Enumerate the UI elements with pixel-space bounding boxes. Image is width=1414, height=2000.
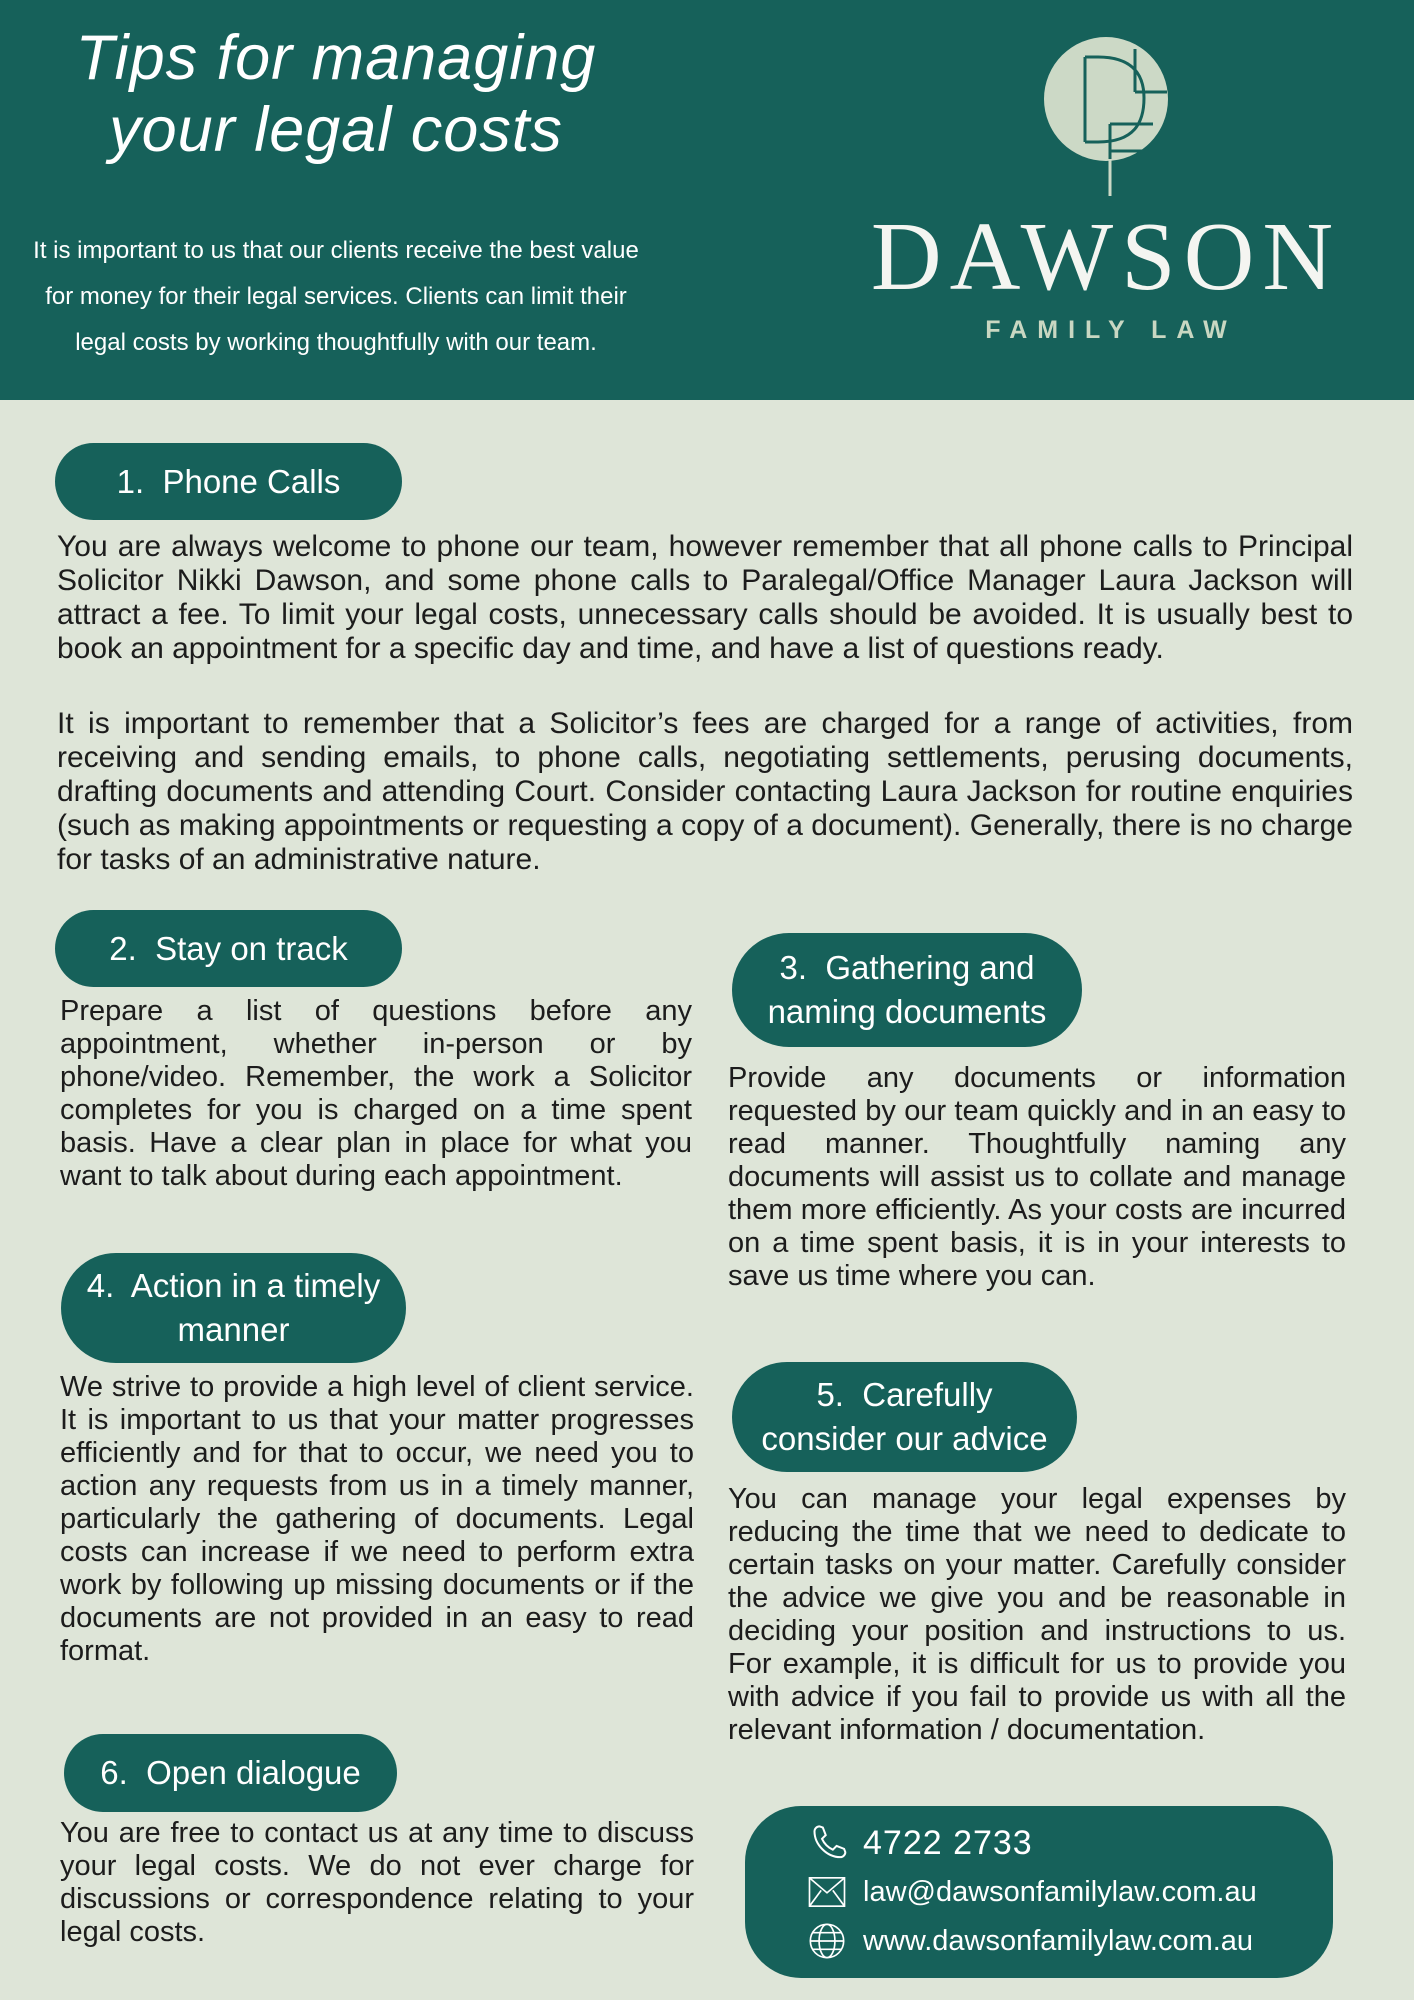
page-subtitle: [24, 228, 648, 366]
globe-icon: [807, 1921, 847, 1961]
phone-calls-paragraph-1: You are always welcome to phone our team, however remember that all phone calls to Principal Solicitor Nikki Dawson, and some phone calls to Paralegal/Office Manager Laura Jackson will attract a fee. To limit your legal costs, unnecessary calls should be avoided. It is usually best to book an appointment for a specific day and time, and have a list of questions ready.: [57, 530, 1353, 665]
header-banner: [0, 0, 1414, 400]
stay-on-track-paragraph: Prepare a list of questions before any appointment, whether in-person or by phone/video. Remember, the work a Solicitor completes for you is charged on a time spent basis. Have a clear plan in place for what you want to talk about during each appointment.: [60, 995, 692, 1192]
section-pill-label: 3. Gathering and: [779, 949, 1035, 986]
subtitle-line: for money for their legal services. Clients can limit their: [45, 283, 627, 310]
df-monogram-icon: [1040, 36, 1172, 202]
page-title: [28, 22, 644, 166]
phone-icon: [807, 1823, 847, 1863]
section-pill-label: 2. Stay on track: [109, 929, 348, 967]
contact-website-url: www.dawsonfamilylaw.com.au: [863, 1924, 1254, 1957]
open-dialogue-paragraph: You are free to contact us at any time to discuss your legal costs. We do not ever charge for discussions or correspondence relating to your legal costs.: [60, 1817, 694, 1948]
brand-tagline: FAMILY LAW: [985, 316, 1237, 344]
section-pill-stay-on-track: [55, 910, 402, 987]
subtitle-line: It is important to us that our clients receive the best value: [33, 237, 639, 264]
consider-advice-paragraph: You can manage your legal expenses by reducing the time that we need to dedicate to certain tasks on your matter. Carefully consider the advice we give you and be reasonable in deciding your position and instructions to us. For example, it is difficult for us to provide you with advice if you fail to provide us with all the relevant information / documentation.: [728, 1483, 1346, 1746]
page-title-line1: Tips for managing: [75, 23, 597, 93]
section-pill-gathering-documents: [732, 933, 1082, 1047]
subtitle-line: legal costs by working thoughtfully with our team.: [75, 329, 597, 356]
section-pill-label: 6. Open dialogue: [100, 1754, 361, 1791]
brand-logo: [845, 36, 1367, 343]
gathering-documents-paragraph: Provide any documents or information requested by our team quickly and in an easy to read manner. Thoughtfully naming any documents will assist us to collate and manage them more efficiently. As your costs are incurred on a time spent basis, it is in your interests to save us time where you can.: [728, 1062, 1346, 1292]
section-pill-label: consider our advice: [761, 1420, 1048, 1457]
contact-website-row[interactable]: [807, 1921, 1333, 1961]
phone-calls-paragraph-2: It is important to remember that a Solicitor’s fees are charged for a range of activities, from receiving and sending emails, to phone calls, negotiating settlements, perusing documents, drafting documents and attending Court. Consider contacting Laura Jackson for routine enquiries (such as making appointments or requesting a copy of a document). Generally, there is no charge for tasks of an administrative nature.: [57, 707, 1353, 876]
contact-email-address: law@dawsonfamilylaw.com.au: [863, 1875, 1257, 1908]
section-pill-label: manner: [177, 1311, 290, 1348]
section-pill-phone-calls: [55, 443, 402, 520]
contact-phone-number: 4722 2733: [863, 1823, 1033, 1862]
timely-manner-paragraph: We strive to provide a high level of client service. It is important to us that your matter progresses efficiently and for that to occur, we need you to action any requests from us in a timely manner, particularly the gathering of documents. Legal costs can increase if we need to perform extra work by following up missing documents or if the documents are not provided in an easy to read format.: [60, 1371, 694, 1667]
page-title-line2: your legal costs: [109, 95, 563, 165]
contact-email-row[interactable]: [807, 1874, 1333, 1910]
section-pill-label: 1. Phone Calls: [116, 462, 341, 500]
section-pill-label: naming documents: [767, 993, 1047, 1030]
section-pill-timely-manner: [61, 1253, 406, 1363]
section-pill-consider-advice: [732, 1362, 1077, 1472]
section-pill-label: 4. Action in a timely: [86, 1267, 381, 1304]
contact-phone-row[interactable]: [807, 1823, 1333, 1863]
email-icon: [807, 1874, 847, 1910]
section-pill-label: 5. Carefully: [816, 1376, 993, 1413]
contact-box: [745, 1806, 1333, 1978]
brand-name: DAWSON: [870, 203, 1342, 311]
section-pill-open-dialogue: [64, 1734, 397, 1812]
